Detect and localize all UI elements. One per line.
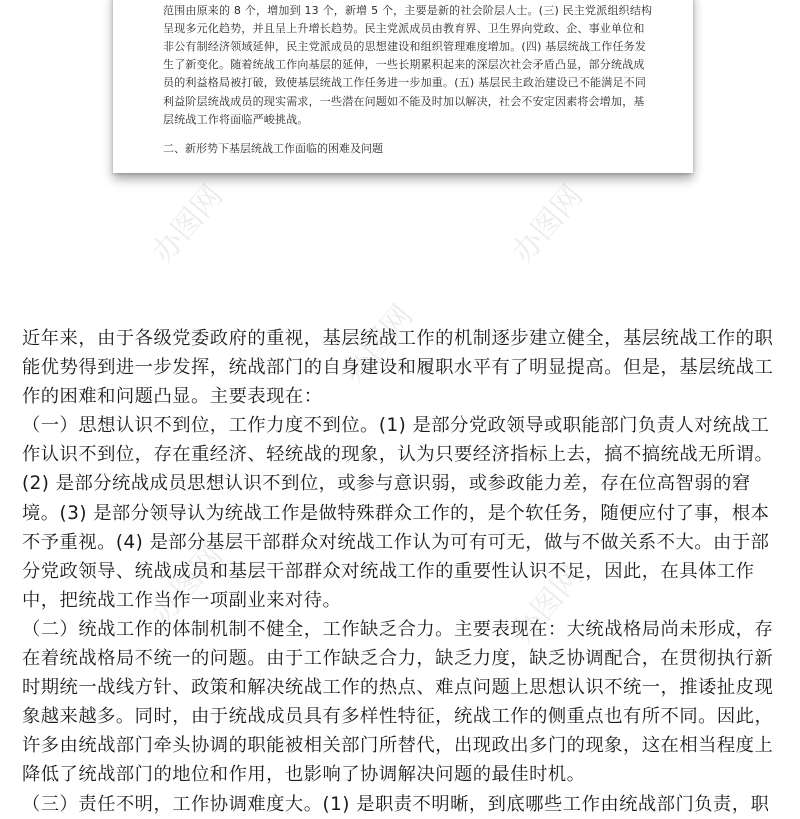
watermark: 办图网: [505, 178, 591, 270]
article-body: [22, 324, 782, 819]
paragraph-point-1: （一）思想认识不到位，工作力度不到位。(1) 是部分党政领导或职能部门负责人对统战工作认识不到位，存在重经济、轻统战的现象，认为只要经济指标上去，搞不搞统战无所谓。(2) 是部分统战成员思想认识不到位，或参与意识弱，或参政能力差，存在位高智弱的窘境。(3) 是部分领导认为统战工作是做特殊群众工作的，是个软任务，随便应付了事，根本不予重视。(4) 是部分基层干部群众对统战工作认为可有可无，做与不做关系不大。由于部分党政领导、统战成员和基层干部群众对统战工作的重要性认识不足，因此，在具体工作中，把统战工作当作一项副业来对待。: [22, 415, 774, 611]
watermark: 办图网: [335, 298, 421, 390]
watermark: 办图网: [145, 178, 231, 270]
paragraph-intro: 近年来，由于各级党委政府的重视，基层统战工作的机制逐步建立健全，基层统战工作的职能优势得到进一步发挥，统战部门的自身建设和履职水平有了明显提高。但是，基层统战工作的困难和问题凸显。主要表现在：: [22, 328, 774, 408]
preview-section-heading: 二、新形势下基层统战工作面临的困难及问题: [163, 142, 383, 155]
watermark: 办图网: [145, 538, 231, 630]
preview-paragraph: 范围由原来的 8 个，增加到 13 个，新增 5 个，主要是新的社会阶层人士。(三) 民主党派组织结构呈现多元化趋势，并且呈上升增长趋势。民主党派成员由教育界、卫生界向党政、企、事业单位和非公有制经济领域延伸，民主党派成员的思想建设和组织管理难度增加。(四) 基层统战工作任务发生了新变化。随着统战工作向基层的延伸，一些长期累积起来的深层次社会矛盾凸显，部分统战成员的利益格局被打破，致使基层统战工作任务进一步加重。(五) 基层民主政治建设已不能满足不同利益阶层统战成员的现实需求，一些潜在问题如不能及时加以解决，社会不安定因素将会增加，基层统战工作将面临严峻挑战。: [163, 4, 653, 126]
document-page-preview: [113, 0, 693, 173]
watermark: 办图网: [505, 558, 591, 650]
paragraph-point-3: （三）责任不明，工作协调难度大。(1) 是职责不明晰，到底哪些工作由统战部门负责，职: [22, 793, 770, 815]
paragraph-point-2: （二）统战工作的体制机制不健全，工作缺乏合力。主要表现在：大统战格局尚未形成，存在着统战格局不统一的问题。由于工作缺乏合力，缺乏力度，缺乏协调配合，在贯彻执行新时期统一战线方针、政策和解决统战工作的热点、难点问题上思想认识不统一，推诿扯皮现象越来越多。同时，由于统战成员具有多样性特征，统战工作的侧重点也有所不同。因此，许多由统战部门牵头协调的职能被相关部门所替代，出现政出多门的现象，这在相当程度上降低了统战部门的地位和作用，也影响了协调解决问题的最佳时机。: [22, 618, 774, 786]
